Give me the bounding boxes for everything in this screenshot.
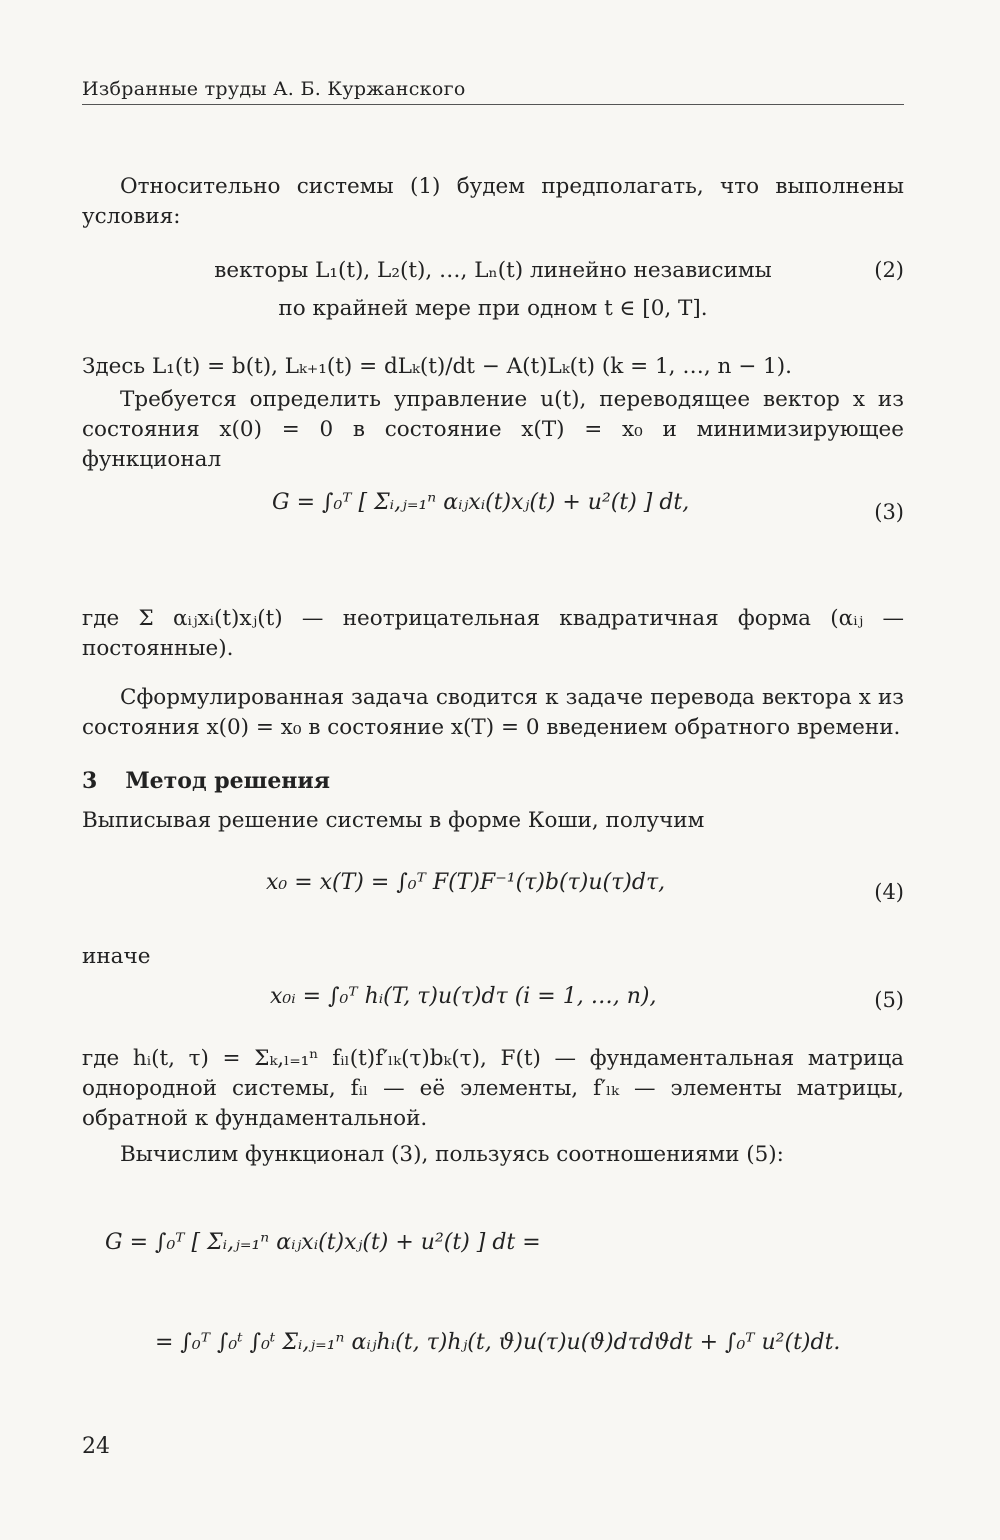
condition-line-1: векторы L₁(t), L₂(t), …, Lₙ(t) линейно независимы [214, 258, 772, 283]
paragraph-quadratic-form: где Σ αᵢⱼxᵢ(t)xⱼ(t) — неотрицательная квадратичная форма (αᵢⱼ — постоянные). [82, 606, 904, 661]
equation-5: x₀ᵢ = ∫₀ᵀ hᵢ(T, τ)u(τ)dτ (i = 1, …, n), [270, 984, 657, 1009]
section-title: Метод решения [125, 768, 330, 794]
paragraph-compute-functional: Вычислим функционал (3), пользуясь соотношениями (5): [120, 1142, 784, 1167]
equation-number-4: (4) [874, 880, 904, 904]
section-heading [82, 768, 330, 794]
equation-6-line-2: = ∫₀ᵀ ∫₀ᵗ ∫₀ᵗ Σᵢ,ⱼ₌₁ⁿ αᵢⱼhᵢ(t, τ)hⱼ(t, ϑ)u(τ)u(ϑ)dτdϑdt + ∫₀ᵀ u²(t)dt. [155, 1330, 841, 1355]
condition-line-2: по крайней мере при одном t ∈ [0, T]. [278, 296, 708, 321]
running-header: Избранные труды А. Б. Куржанского [82, 78, 466, 100]
equation-6-line-1: G = ∫₀ᵀ [ Σᵢ,ⱼ₌₁ⁿ αᵢⱼxᵢ(t)xⱼ(t) + u²(t) ] dt = [105, 1230, 541, 1255]
paragraph-definitions: Здесь L₁(t) = b(t), Lₖ₊₁(t) = dLₖ(t)/dt − A(t)Lₖ(t) (k = 1, …, n − 1). [82, 354, 792, 379]
paragraph-otherwise: иначе [82, 944, 151, 969]
paragraph-problem-statement: Требуется определить управление u(t), переводящее вектор x из состояния x(0) = 0 в состояние x(T) = x₀ и минимизирующее функционал [82, 387, 904, 472]
paragraph-kernel-definition: где hᵢ(t, τ) = Σₖ,ₗ₌₁ⁿ fᵢₗ(t)f′ₗₖ(τ)bₖ(τ), F(t) — фундаментальная матрица однородной системы, fᵢₗ — её элементы, f′ₗₖ — элементы матрицы, обратной к фундаментальной. [82, 1046, 904, 1131]
section-number: 3 [82, 768, 98, 794]
paragraph-reformulation: Сформулированная задача сводится к задаче перевода вектора x из состояния x(0) = x₀ в состояние x(T) = 0 введением обратного времени. [82, 685, 904, 740]
paragraph-conditions-intro: Относительно системы (1) будем предполагать, что выполнены условия: [82, 174, 904, 229]
equation-number-3: (3) [874, 500, 904, 524]
equation-number-2: (2) [874, 258, 904, 282]
equation-number-5: (5) [874, 988, 904, 1012]
header-rule [82, 104, 904, 105]
equation-4: x₀ = x(T) = ∫₀ᵀ F(T)F⁻¹(τ)b(τ)u(τ)dτ, [266, 870, 666, 895]
equation-3: G = ∫₀ᵀ [ Σᵢ,ⱼ₌₁ⁿ αᵢⱼxᵢ(t)xⱼ(t) + u²(t) ] dt, [272, 490, 690, 515]
paragraph-cauchy: Выписывая решение системы в форме Коши, получим [82, 808, 705, 833]
page-number: 24 [82, 1434, 110, 1459]
